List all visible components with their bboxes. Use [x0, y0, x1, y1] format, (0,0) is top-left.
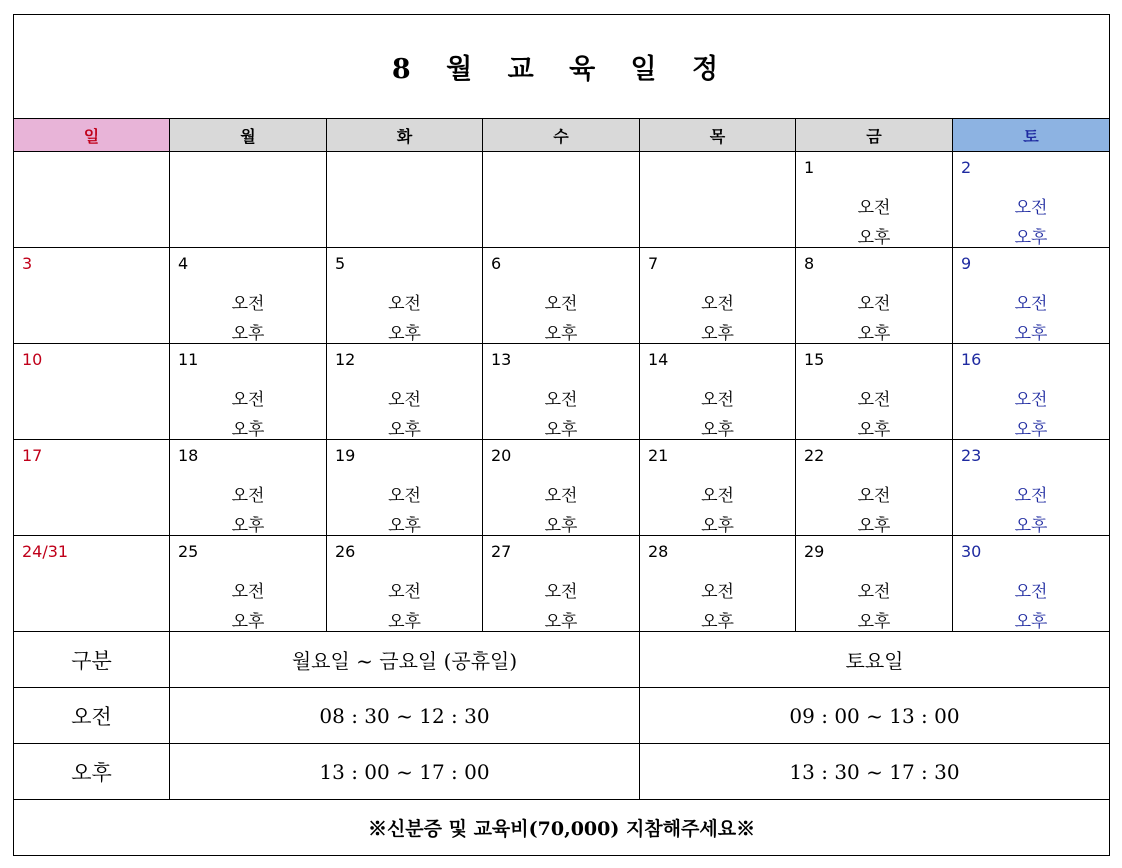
calendar-day-cell [14, 536, 170, 632]
saturday-hours: 13 : 30 ~ 17 : 30 [640, 744, 1110, 800]
calendar-day-cell [327, 536, 483, 632]
day-number: 2 [961, 158, 972, 177]
morning-session-label: 오전 [1014, 390, 1048, 410]
morning-session-label: 오전 [388, 390, 421, 410]
calendar-day-cell [327, 344, 483, 440]
afternoon-session-label: 오후 [701, 324, 734, 344]
saturday-hours-header: 토요일 [640, 632, 1110, 688]
calendar-day-cell [170, 440, 327, 536]
calendar-day-cell [14, 248, 170, 344]
afternoon-session-label: 오후 [701, 420, 734, 440]
day-number: 25 [178, 542, 199, 561]
calendar-day-cell [327, 152, 483, 248]
day-number: 17 [22, 446, 43, 465]
calendar-day-cell [327, 440, 483, 536]
day-number: 4 [178, 254, 189, 273]
day-number: 16 [961, 350, 982, 369]
calendar-day-cell [796, 344, 953, 440]
weekday-header-saturday: 토 [953, 119, 1110, 152]
page-title: 8 월 교 육 일 정 [14, 15, 1110, 119]
day-number: 12 [335, 350, 356, 369]
weekday-header-row [14, 119, 1110, 152]
morning-session-label: 오전 [857, 294, 891, 314]
day-number: 11 [178, 350, 199, 369]
weekday-hours-header: 월요일 ~ 금요일 (공휴일) [170, 632, 640, 688]
afternoon-session-label: 오후 [701, 516, 734, 536]
day-number: 22 [804, 446, 825, 465]
calendar-day-cell [14, 440, 170, 536]
afternoon-session-label: 오후 [388, 516, 421, 536]
afternoon-session-label: 오후 [701, 612, 734, 632]
morning-session-label: 오전 [701, 294, 734, 314]
afternoon-session-label: 오후 [544, 516, 578, 536]
day-number: 26 [335, 542, 356, 561]
afternoon-session-label: 오후 [1014, 612, 1048, 632]
calendar-week-row [14, 440, 1110, 536]
day-number: 15 [804, 350, 825, 369]
day-number: 29 [804, 542, 825, 561]
calendar-day-cell [170, 248, 327, 344]
day-number: 20 [491, 446, 512, 465]
hours-row [14, 744, 1110, 800]
weekday-hours: 08 : 30 ~ 12 : 30 [170, 688, 640, 744]
morning-session-label: 오전 [701, 486, 734, 506]
morning-session-label: 오전 [701, 582, 734, 602]
day-number: 1 [804, 158, 815, 177]
day-number: 9 [961, 254, 972, 273]
calendar-day-cell [640, 536, 796, 632]
afternoon-session-label: 오후 [857, 516, 891, 536]
calendar-day-cell [953, 152, 1110, 248]
day-number: 19 [335, 446, 356, 465]
afternoon-session-label: 오후 [231, 324, 265, 344]
weekday-header-tuesday: 화 [327, 119, 483, 152]
afternoon-session-label: 오후 [544, 612, 578, 632]
afternoon-session-label: 오후 [231, 516, 265, 536]
morning-session-label: 오전 [857, 198, 891, 218]
day-number: 24/31 [22, 542, 69, 561]
calendar-day-cell [796, 536, 953, 632]
morning-session-label: 오전 [544, 486, 578, 506]
day-number: 7 [648, 254, 659, 273]
calendar-day-cell [14, 152, 170, 248]
day-number: 14 [648, 350, 669, 369]
day-number: 23 [961, 446, 982, 465]
afternoon-session-label: 오후 [1014, 324, 1048, 344]
afternoon-session-label: 오후 [388, 612, 421, 632]
day-number: 21 [648, 446, 669, 465]
calendar-day-cell [170, 536, 327, 632]
calendar-day-cell [483, 440, 640, 536]
morning-session-label: 오전 [231, 390, 265, 410]
morning-session-label: 오전 [857, 390, 891, 410]
day-number: 13 [491, 350, 512, 369]
afternoon-session-label: 오후 [857, 420, 891, 440]
afternoon-session-label: 오후 [857, 228, 891, 248]
morning-session-label: 오전 [857, 582, 891, 602]
afternoon-session-label: 오후 [1014, 516, 1048, 536]
calendar-day-cell [796, 440, 953, 536]
afternoon-session-label: 오후 [388, 324, 421, 344]
afternoon-session-label: 오후 [388, 420, 421, 440]
day-number: 6 [491, 254, 502, 273]
weekday-header-wednesday: 수 [483, 119, 640, 152]
calendar-day-cell [483, 344, 640, 440]
calendar-day-cell [170, 344, 327, 440]
morning-session-label: 오전 [701, 390, 734, 410]
afternoon-session-label: 오후 [231, 612, 265, 632]
education-schedule-table [13, 14, 1110, 856]
notice-text: ※신분증 및 교육비(70,000) 지참해주세요※ [14, 800, 1110, 856]
calendar-day-cell [14, 344, 170, 440]
morning-session-label: 오전 [388, 582, 421, 602]
calendar-day-cell [796, 152, 953, 248]
calendar-day-cell [170, 152, 327, 248]
morning-session-label: 오전 [1014, 582, 1048, 602]
day-number: 27 [491, 542, 512, 561]
calendar-day-cell [953, 440, 1110, 536]
calendar-week-row [14, 344, 1110, 440]
calendar-day-cell [640, 440, 796, 536]
calendar-day-cell [640, 344, 796, 440]
afternoon-session-label: 오후 [1014, 420, 1048, 440]
weekday-header-thursday: 목 [640, 119, 796, 152]
day-number: 3 [22, 254, 33, 273]
afternoon-session-label: 오후 [857, 324, 891, 344]
afternoon-session-label: 오후 [231, 420, 265, 440]
calendar-day-cell [483, 248, 640, 344]
calendar-day-cell [953, 344, 1110, 440]
calendar-day-cell [953, 248, 1110, 344]
day-number: 28 [648, 542, 669, 561]
day-number: 10 [22, 350, 43, 369]
day-number: 8 [804, 254, 815, 273]
category-header: 구분 [14, 632, 170, 688]
session-label: 오후 [14, 744, 170, 800]
weekday-header-friday: 금 [796, 119, 953, 152]
calendar-day-cell [796, 248, 953, 344]
morning-session-label: 오전 [544, 390, 578, 410]
morning-session-label: 오전 [1014, 198, 1048, 218]
calendar-day-cell [483, 152, 640, 248]
calendar-day-cell [327, 248, 483, 344]
hours-header-row [14, 632, 1110, 688]
morning-session-label: 오전 [231, 294, 265, 314]
morning-session-label: 오전 [231, 486, 265, 506]
morning-session-label: 오전 [544, 294, 578, 314]
afternoon-session-label: 오후 [544, 420, 578, 440]
afternoon-session-label: 오후 [857, 612, 891, 632]
afternoon-session-label: 오후 [544, 324, 578, 344]
weekday-header-monday: 월 [170, 119, 327, 152]
day-number: 18 [178, 446, 199, 465]
calendar-day-cell [640, 248, 796, 344]
calendar-day-cell [953, 536, 1110, 632]
calendar-week-row [14, 152, 1110, 248]
day-number: 30 [961, 542, 982, 561]
morning-session-label: 오전 [857, 486, 891, 506]
calendar-week-row [14, 536, 1110, 632]
afternoon-session-label: 오후 [1014, 228, 1048, 248]
morning-session-label: 오전 [1014, 294, 1048, 314]
calendar-day-cell [483, 536, 640, 632]
session-label: 오전 [14, 688, 170, 744]
morning-session-label: 오전 [388, 486, 421, 506]
calendar-week-row [14, 248, 1110, 344]
day-number: 5 [335, 254, 346, 273]
morning-session-label: 오전 [231, 582, 265, 602]
calendar-day-cell [640, 152, 796, 248]
weekday-header-sunday: 일 [14, 119, 170, 152]
saturday-hours: 09 : 00 ~ 13 : 00 [640, 688, 1110, 744]
morning-session-label: 오전 [544, 582, 578, 602]
morning-session-label: 오전 [1014, 486, 1048, 506]
note-row [14, 800, 1110, 856]
morning-session-label: 오전 [388, 294, 421, 314]
weekday-hours: 13 : 00 ~ 17 : 00 [170, 744, 640, 800]
hours-row [14, 688, 1110, 744]
